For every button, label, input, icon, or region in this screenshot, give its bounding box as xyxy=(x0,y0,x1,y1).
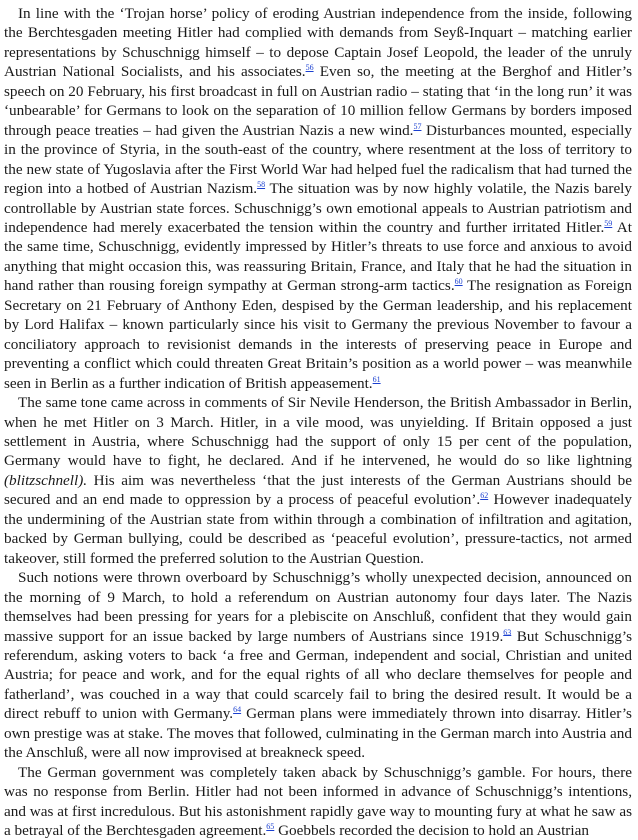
text-run: The resignation as Foreign Secretary on 21 February of Anthony Eden, despised by the German leadership, and his replacement by Lord Halifax – known particularly since his visit to Germany the previous November to favour a conciliatory approach to revisionist demands in the interests of preserving peace in Europe and preventing a conflict which could threaten Great Britain’s position as a world power – was meanwhile seen in Berlin as a further indication of British appeasement. xyxy=(4,277,632,392)
text-run: The situation was by now highly volatile, the Nazis barely controllable by Austrian state forces. Schuschnigg’s own emotional appeals to Austrian patriotism and independence had merely exacerbated the tension within the country and further irritated Hitler. xyxy=(4,180,632,236)
text-run: The German government was completely taken aback by Schuschnigg’s gamble. For hours, there was no response from Berlin. Hitler had not been informed in advance of Schuschnigg’s intentions, and was at first incredulous. But his astonishment rapidly gave way to mounting fury at what he saw as a betrayal of the Berchtesgaden agreement. xyxy=(4,763,632,840)
footnote-link[interactable]: 56 xyxy=(305,63,314,73)
paragraph xyxy=(4,568,632,763)
paragraph xyxy=(4,393,632,568)
footnote-link[interactable]: 57 xyxy=(413,121,422,131)
text-run: German plans were immediately thrown into disarray. Hitler’s own prestige was at stake. The moves that followed, culminating in the German march into Austria and the Anschluß, were all now improvised at breakneck speed. xyxy=(4,705,632,762)
text-run: In line with the ‘Trojan horse’ policy of eroding Austrian independence from the inside, following the Berchtesgaden meeting Hitler had complied with demands from Seyß-Inquart – matching earlier representations by Schuschnigg himself – to depose Captain Josef Leopold, the leader of the unruly Austrian National Socialists, and his associates. xyxy=(4,5,632,81)
footnote-link[interactable]: 58 xyxy=(257,180,266,190)
text-run: Disturbances mounted, especially in the province of Styria, in the south-east of the country, where resentment at the loss of territory to the new state of Yugoslavia after the First World War had helped fuel the radicalism that had turned the region into a hotbed of Austrian Nazism. xyxy=(4,121,632,198)
footnote-link[interactable]: 63 xyxy=(503,627,512,637)
footnote-link[interactable]: 62 xyxy=(480,491,489,501)
italic-text: (blitzschnell). xyxy=(4,471,88,489)
document-page xyxy=(4,4,632,840)
text-run: But Schuschnigg’s referendum, asking voters to back ‘a free and German, independent and social, Christian and united Austria; for peace and work, and for the equal rights of all who declare themselves for people and fatherland’, was couched in a way that could scarcely fail to bring the desired result. It would be a direct rebuff to union with Germany. xyxy=(4,627,633,723)
footnote-link[interactable]: 65 xyxy=(266,821,275,831)
paragraph xyxy=(4,763,632,840)
text-run: Even so, the meeting at the Berghof and Hitler’s speech on 20 February, his first broadcast in full on Austrian radio – stating that ‘in the long run’ it was ‘unbearable’ for Germans to look on the separation of 10 million fellow Germans by borders imposed through peace treaties – had given the Austrian Nazis a new wind. xyxy=(4,63,633,139)
text-run: His aim was nevertheless ‘that the just interests of the German Austrians should be secured and an end made to oppression by a process of peaceful evolution’. xyxy=(4,471,632,509)
text-run: At the same time, Schuschnigg, evidently impressed by Hitler’s threats to use force and anxious to avoid anything that might occasion this, was reassuring Britain, France, and Italy that he had the situation in hand rather than rousing foreign sympathy at German strong-arm tactics. xyxy=(4,218,632,295)
text-run: The same tone came across in comments of Sir Nevile Henderson, the British Ambassador in Berlin, when he met Hitler on 3 March. Hitler, in a vile mood, was unyielding. If Britain opposed a just settlement in Austria, where Schuschnigg had the support of only 15 per cent of the population, Germany would have to fight, he declared. And if he intervened, he would do so like lightning xyxy=(4,394,632,470)
footnote-link[interactable]: 60 xyxy=(454,277,463,287)
paragraph xyxy=(4,4,632,393)
text-run: Goebbels recorded the decision to hold an Austrian xyxy=(274,822,589,840)
footnote-link[interactable]: 64 xyxy=(233,705,242,715)
footnote-link[interactable]: 61 xyxy=(372,374,381,384)
footnote-link[interactable]: 59 xyxy=(604,218,613,228)
text-run: However inadequately the undermining of the Austrian state from within through a combination of infiltration and agitation, backed by German bullying, could be described as ‘peaceful evolution’, pressure-tactics, not armed takeover, still formed the preferred solution to the Austrian Question. xyxy=(4,491,632,567)
text-run: Such notions were thrown overboard by Schuschnigg’s wholly unexpected decision, announced on the morning of 9 March, to hold a referendum on Austrian autonomy four days later. The Nazis themselves had been pressing for years for a plebiscite on Anschluß, confident that they would gain massive support for an issue backed by large numbers of Austrians since 1919. xyxy=(4,569,632,645)
